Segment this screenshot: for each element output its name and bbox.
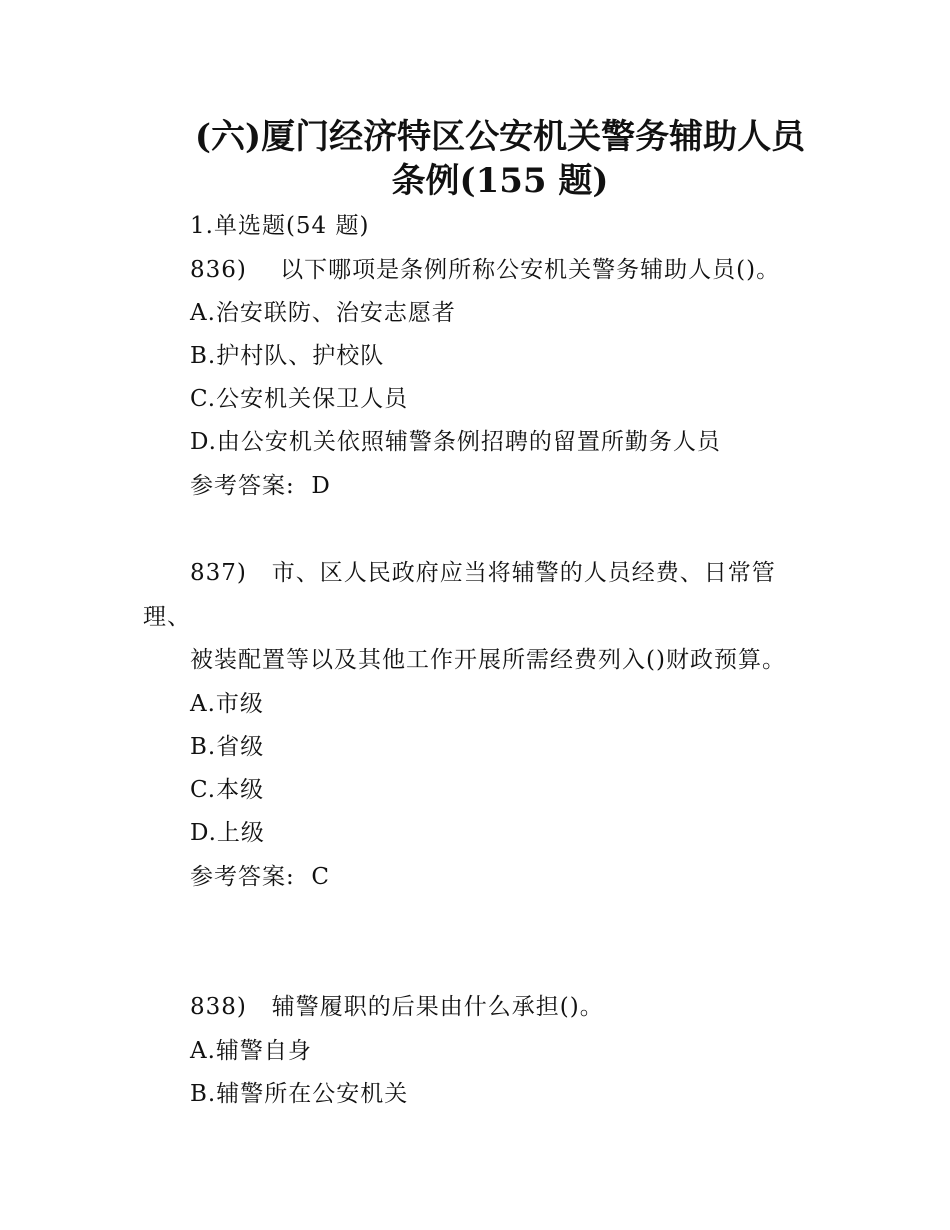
option-b: B.省级 bbox=[190, 734, 265, 760]
document-title-line1: (六)厦门经济特区公安机关警务辅助人员 bbox=[194, 117, 806, 157]
question-stem: 838) 辅警履职的后果由什么承担()。 bbox=[190, 994, 604, 1020]
question-stem: 837) 市、区人民政府应当将辅警的人员经费、日常管 bbox=[190, 560, 776, 586]
answer-text: 参考答案: D bbox=[190, 473, 331, 499]
document-title-line2: 条例(155 题) bbox=[391, 161, 609, 201]
section-heading: 1.单选题(54 题) bbox=[190, 213, 370, 239]
question-stem-wrap: 理、 bbox=[143, 604, 191, 630]
answer-text: 参考答案: C bbox=[190, 864, 330, 890]
option-d: D.由公安机关依照辅警条例招聘的留置所勤务人员 bbox=[190, 429, 721, 455]
option-a: A.治安联防、治安志愿者 bbox=[190, 300, 456, 326]
question-stem: 836) 以下哪项是条例所称公安机关警务辅助人员()。 bbox=[190, 257, 781, 283]
option-a: A.市级 bbox=[190, 691, 264, 717]
option-d: D.上级 bbox=[190, 820, 265, 846]
question-stem-continued: 被装配置等以及其他工作开展所需经费列入()财政预算。 bbox=[190, 647, 786, 673]
option-a: A.辅警自身 bbox=[190, 1038, 312, 1064]
option-c: C.本级 bbox=[190, 777, 265, 803]
option-b: B.辅警所在公安机关 bbox=[190, 1081, 409, 1107]
option-c: C.公安机关保卫人员 bbox=[190, 386, 409, 412]
option-b: B.护村队、护校队 bbox=[190, 343, 385, 369]
